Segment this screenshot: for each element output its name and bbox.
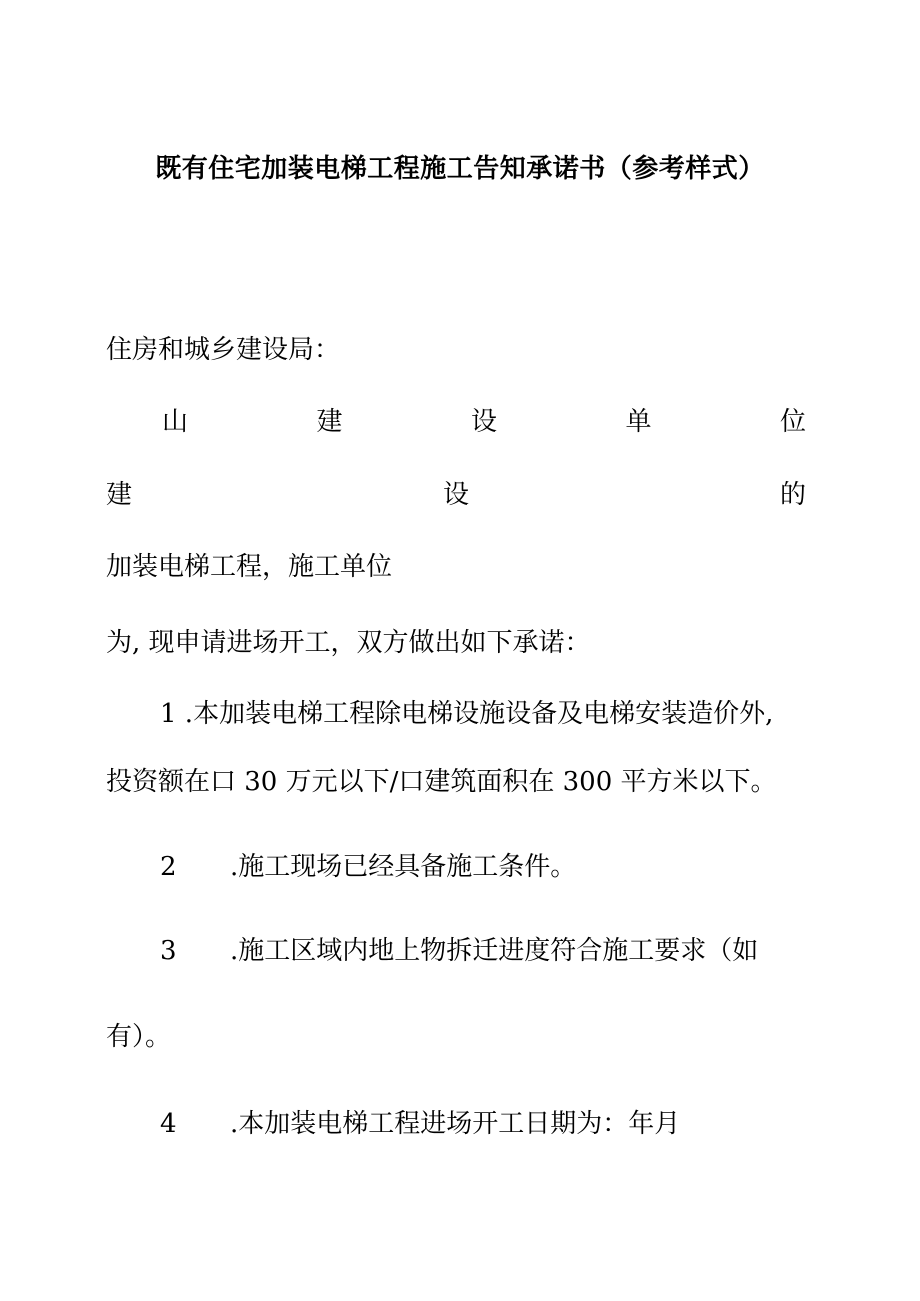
item-3-text: .施工区域内地上物拆迁进度符合施工要求（如 bbox=[230, 936, 759, 966]
body-line-construction-unit: 加装电梯工程，施工单位 bbox=[106, 552, 393, 582]
item-3-continuation: 有）。 bbox=[106, 1022, 172, 1052]
item-3-number: 3 bbox=[160, 936, 177, 966]
spread-word: 设 bbox=[470, 407, 497, 437]
salutation: 住房和城乡建设局： bbox=[106, 335, 341, 365]
spread-word: 设 bbox=[442, 480, 469, 510]
spread-word: 单 bbox=[625, 407, 652, 437]
spread-word: 的 bbox=[779, 480, 806, 510]
item-2-text: .施工现场已经具备施工条件。 bbox=[230, 852, 577, 882]
spread-line-2 bbox=[106, 478, 806, 512]
document-title: 既有住宅加装电梯工程施工告知承诺书（参考样式） bbox=[155, 154, 765, 184]
spread-word: 山 bbox=[162, 407, 189, 437]
item-2-number: 2 bbox=[160, 852, 177, 882]
item-4-number: 4 bbox=[160, 1109, 177, 1139]
spread-word: 建 bbox=[316, 407, 343, 437]
item-1-line-2: 投资额在口 30 万元以下/口建筑面积在 300 平方米以下。 bbox=[106, 767, 777, 797]
spread-line-1 bbox=[106, 405, 806, 439]
item-1-line-1: 1 .本加装电梯工程除电梯设施设备及电梯安装造价外, bbox=[160, 699, 774, 729]
body-line-request: 为, 现申请进场开工，双方做出如下承诺： bbox=[106, 628, 591, 658]
spread-word: 位 bbox=[779, 407, 806, 437]
item-4-text: .本加装电梯工程进场开工日期为：年月 bbox=[230, 1109, 681, 1139]
spread-word: 建 bbox=[106, 480, 133, 510]
